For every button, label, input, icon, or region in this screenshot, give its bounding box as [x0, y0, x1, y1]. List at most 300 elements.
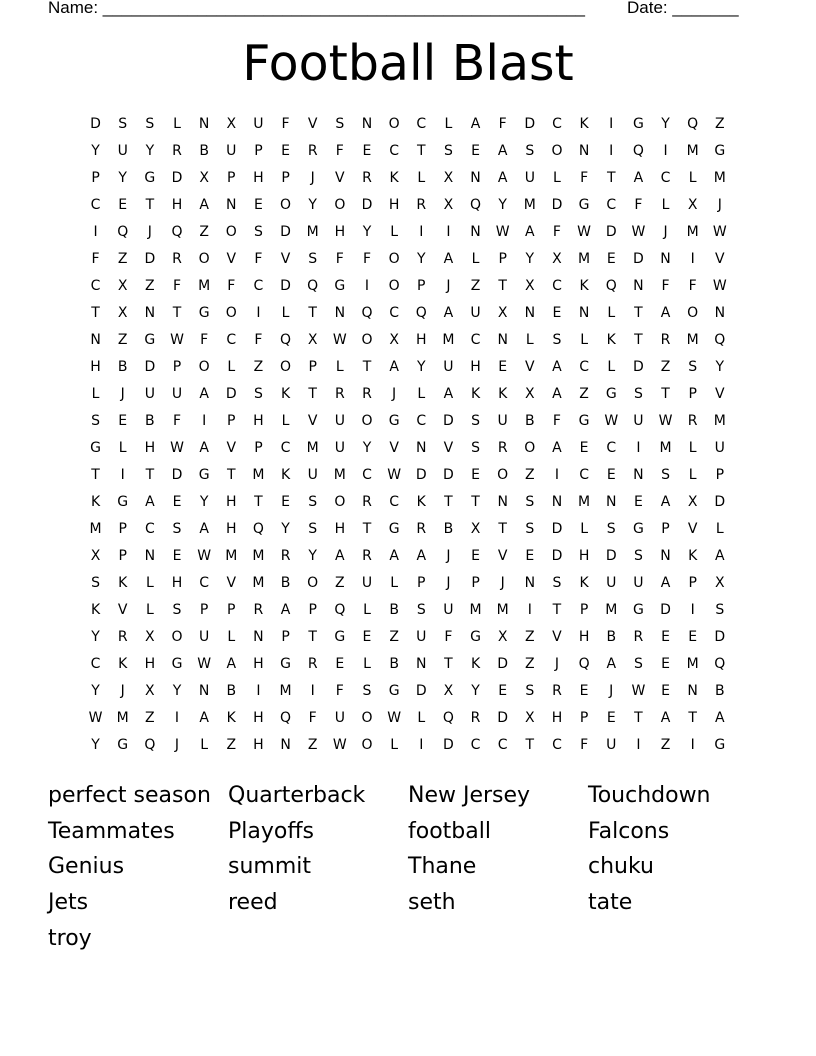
grid-letter: O — [388, 116, 400, 132]
grid-letter: N — [578, 143, 590, 159]
grid-letter: K — [470, 386, 481, 402]
grid-letter: U — [117, 143, 128, 159]
grid-letter: Q — [470, 197, 482, 213]
grid-letter: O — [280, 359, 292, 375]
grid-letter: R — [253, 602, 264, 618]
grid-letter: G — [171, 656, 183, 672]
grid-letter: G — [388, 521, 400, 537]
grid-letter: M — [713, 413, 726, 429]
grid-letter: X — [687, 197, 698, 213]
grid-letter: A — [443, 305, 454, 321]
grid-letter: Q — [280, 332, 292, 348]
grid-letter: C — [90, 656, 101, 672]
grid-letter: C — [280, 440, 291, 456]
grid-letter: F — [254, 332, 263, 348]
grid-letter: F — [498, 116, 507, 132]
grid-letter: D — [632, 359, 644, 375]
grid-letter: C — [389, 305, 399, 321]
grid-letter: Q — [144, 737, 156, 753]
grid-letter: Z — [660, 359, 671, 375]
grid-letter: P — [417, 278, 426, 294]
grid-letter: C — [552, 737, 562, 753]
grid-letter: K — [606, 332, 616, 348]
grid-letter: X — [525, 710, 535, 726]
grid-letter: L — [444, 116, 453, 132]
grid-letter: F — [335, 251, 344, 267]
grid-letter: X — [525, 278, 535, 294]
grid-letter: Q — [714, 656, 726, 672]
grid-letter: R — [362, 548, 372, 564]
grid-letter: R — [362, 494, 372, 510]
grid-letter: N — [144, 305, 156, 321]
grid-letter: O — [198, 251, 210, 267]
grid-letter: N — [280, 737, 291, 753]
grid-letter: L — [688, 170, 697, 186]
word-list-item: chuku — [588, 854, 654, 880]
grid-letter: C — [90, 278, 101, 294]
grid-letter: E — [688, 629, 698, 645]
grid-letter: D — [605, 224, 617, 240]
grid-letter: X — [443, 683, 454, 699]
grid-row — [82, 705, 742, 732]
grid-letter: S — [525, 683, 535, 699]
grid-letter: Q — [578, 656, 590, 672]
grid-letter: S — [253, 386, 263, 402]
grid-letter: O — [388, 251, 400, 267]
grid-letter: M — [686, 332, 699, 348]
grid-letter: K — [579, 278, 589, 294]
grid-letter: X — [497, 629, 508, 645]
grid-letter: I — [419, 224, 424, 240]
grid-letter: I — [202, 413, 207, 429]
grid-letter: M — [442, 332, 455, 348]
grid-letter: W — [712, 278, 727, 294]
grid-letter: S — [471, 440, 480, 456]
grid-letter: Z — [117, 251, 128, 267]
grid-letter: P — [118, 521, 127, 537]
grid-letter: B — [145, 413, 155, 429]
grid-letter: X — [90, 548, 101, 564]
word-list-item: Touchdown — [588, 783, 711, 808]
word-list-item: reed — [228, 890, 278, 916]
grid-letter: E — [579, 683, 589, 699]
grid-letter: I — [174, 710, 180, 726]
grid-letter: E — [579, 440, 589, 456]
grid-letter: E — [362, 143, 372, 159]
grid-letter: R — [280, 548, 291, 564]
grid-letter: G — [388, 683, 400, 699]
grid-letter: T — [362, 521, 372, 537]
grid-letter: M — [605, 602, 618, 618]
grid-letter: F — [362, 251, 371, 267]
grid-letter: C — [389, 494, 399, 510]
word-list-item: perfect season — [48, 783, 211, 808]
grid-letter: W — [170, 332, 184, 348]
grid-row — [82, 219, 742, 246]
grid-letter: Y — [308, 197, 317, 213]
grid-letter: W — [712, 224, 727, 240]
grid-letter: O — [334, 197, 346, 213]
grid-letter: H — [388, 197, 400, 213]
grid-letter: E — [172, 494, 182, 510]
grid-letter: S — [525, 143, 535, 159]
grid-letter: A — [335, 548, 345, 564]
grid-letter: K — [118, 575, 128, 591]
grid-letter: C — [470, 332, 481, 348]
grid-letter: P — [308, 359, 317, 375]
grid-letter: I — [310, 683, 315, 699]
grid-letter: B — [117, 359, 128, 375]
grid-letter: T — [308, 629, 317, 645]
grid-letter: L — [390, 737, 399, 753]
grid-letter: A — [470, 116, 481, 132]
grid-letter: D — [497, 710, 509, 726]
grid-letter: W — [197, 548, 212, 564]
grid-letter: O — [361, 413, 373, 429]
grid-letter: J — [717, 197, 722, 213]
grid-letter: H — [253, 710, 264, 726]
grid-letter: H — [470, 359, 481, 375]
grid-letter: X — [497, 305, 508, 321]
grid-letter: B — [199, 143, 209, 159]
grid-letter: S — [525, 521, 535, 537]
grid-letter: P — [91, 170, 100, 186]
grid-letter: L — [363, 602, 371, 618]
grid-letter: W — [332, 332, 347, 348]
grid-letter: T — [471, 494, 480, 510]
grid-letter: U — [714, 440, 725, 456]
grid-row — [82, 408, 742, 435]
grid-letter: L — [335, 359, 344, 375]
grid-letter: R — [470, 710, 481, 726]
word-list — [48, 778, 788, 956]
grid-letter: V — [552, 629, 562, 645]
grid-letter: X — [199, 170, 209, 186]
grid-letter: O — [361, 737, 373, 753]
grid-letter: C — [362, 467, 372, 483]
grid-letter: U — [497, 413, 508, 429]
grid-letter: S — [525, 494, 535, 510]
grid-letter: A — [199, 521, 209, 537]
grid-letter: K — [280, 467, 291, 483]
grid-letter: H — [171, 575, 183, 591]
grid-letter: Y — [498, 197, 507, 213]
grid-letter: L — [118, 440, 127, 456]
grid-letter: F — [172, 413, 182, 429]
grid-letter: N — [660, 548, 671, 564]
grid-row — [82, 732, 742, 759]
grid-letter: C — [253, 278, 264, 294]
grid-letter: S — [606, 521, 616, 537]
grid-letter: L — [715, 521, 724, 537]
grid-letter: G — [90, 440, 101, 456]
grid-letter: R — [362, 170, 372, 186]
grid-letter: I — [364, 278, 370, 294]
grid-letter: G — [578, 413, 590, 429]
grid-letter: P — [281, 170, 290, 186]
grid-letter: A — [199, 710, 209, 726]
grid-letter: L — [525, 332, 534, 348]
grid-letter: S — [91, 575, 101, 591]
grid-letter: D — [361, 197, 373, 213]
word-list-item: tate — [588, 890, 633, 916]
grid-letter: G — [470, 629, 481, 645]
grid-letter: R — [660, 332, 671, 348]
grid-letter: T — [606, 170, 616, 186]
grid-letter: V — [715, 386, 725, 402]
grid-letter: G — [334, 278, 346, 294]
grid-letter: N — [470, 170, 481, 186]
grid-letter: D — [551, 548, 563, 564]
grid-row — [82, 165, 742, 192]
grid-letter: S — [552, 332, 562, 348]
grid-letter: K — [688, 548, 698, 564]
grid-letter: X — [443, 170, 454, 186]
grid-letter: J — [310, 170, 315, 186]
grid-letter: D — [171, 170, 183, 186]
grid-letter: L — [417, 170, 426, 186]
grid-letter: U — [253, 116, 264, 132]
grid-letter: V — [389, 440, 399, 456]
grid-letter: C — [144, 521, 155, 537]
grid-letter: R — [117, 629, 128, 645]
grid-letter: B — [280, 575, 291, 591]
grid-letter: R — [307, 656, 318, 672]
grid-letter: D — [443, 737, 454, 753]
grid-letter: A — [389, 359, 399, 375]
grid-row — [82, 246, 742, 273]
grid-letter: J — [446, 575, 451, 591]
grid-letter: Q — [361, 305, 373, 321]
grid-letter: U — [199, 629, 210, 645]
grid-letter: N — [524, 305, 536, 321]
grid-letter: J — [663, 224, 668, 240]
grid-letter: Q — [714, 332, 726, 348]
grid-letter: H — [144, 440, 156, 456]
grid-letter: X — [687, 494, 698, 510]
grid-letter: C — [90, 197, 101, 213]
word-list-item: Teammates — [48, 818, 175, 844]
grid-letter: T — [444, 656, 453, 672]
grid-letter: C — [552, 116, 562, 132]
grid-letter: Y — [362, 440, 372, 456]
grid-letter: W — [170, 440, 184, 456]
grid-letter: P — [715, 467, 725, 483]
grid-letter: O — [171, 629, 183, 645]
grid-letter: N — [578, 305, 590, 321]
letter-grid — [82, 111, 742, 759]
grid-letter: P — [308, 602, 317, 618]
grid-letter: N — [497, 332, 508, 348]
grid-letter: R — [552, 683, 562, 699]
grid-letter: S — [416, 602, 426, 618]
grid-letter: Z — [525, 629, 535, 645]
grid-letter: M — [496, 602, 509, 618]
grid-letter: G — [334, 629, 346, 645]
grid-letter: L — [661, 197, 670, 213]
grid-letter: S — [443, 143, 453, 159]
grid-letter: F — [634, 197, 643, 213]
grid-letter: G — [280, 656, 291, 672]
grid-letter: N — [198, 683, 210, 699]
grid-letter: T — [308, 386, 317, 402]
grid-letter: V — [687, 521, 698, 537]
grid-letter: E — [606, 710, 616, 726]
grid-letter: J — [446, 548, 451, 564]
grid-letter: C — [497, 737, 508, 753]
grid-letter: K — [226, 710, 236, 726]
grid-letter: R — [172, 143, 182, 159]
grid-letter: M — [198, 278, 211, 294]
grid-letter: M — [252, 548, 265, 564]
grid-letter: Q — [280, 710, 292, 726]
grid-letter: K — [579, 575, 589, 591]
grid-letter: W — [387, 710, 402, 726]
grid-letter: J — [554, 656, 560, 672]
grid-letter: U — [416, 629, 427, 645]
grid-letter: R — [172, 251, 182, 267]
grid-letter: S — [145, 116, 155, 132]
grid-letter: P — [199, 602, 209, 618]
grid-letter: G — [605, 386, 617, 402]
grid-row — [82, 489, 742, 516]
grid-letter: T — [172, 305, 182, 321]
grid-letter: S — [308, 521, 318, 537]
grid-letter: G — [117, 737, 129, 753]
grid-letter: C — [389, 143, 399, 159]
grid-letter: U — [171, 386, 183, 402]
grid-letter: H — [415, 332, 427, 348]
word-list-item: troy — [48, 925, 92, 951]
grid-letter: L — [417, 710, 426, 726]
grid-letter: Y — [145, 143, 155, 159]
grid-letter: V — [497, 548, 508, 564]
grid-letter: D — [714, 629, 726, 645]
grid-letter: P — [254, 440, 263, 456]
word-list-item: Playoffs — [228, 818, 314, 844]
grid-letter: K — [118, 656, 128, 672]
grid-letter: M — [252, 575, 265, 591]
grid-letter: A — [660, 494, 671, 510]
grid-letter: L — [281, 413, 290, 429]
grid-letter: G — [714, 143, 726, 159]
grid-letter: T — [254, 494, 263, 510]
grid-letter: Z — [579, 386, 589, 402]
grid-letter: Z — [660, 737, 671, 753]
grid-letter: E — [118, 413, 128, 429]
grid-letter: Y — [91, 143, 100, 159]
grid-letter: Y — [525, 251, 535, 267]
grid-letter: V — [307, 413, 318, 429]
grid-letter: Y — [308, 548, 317, 564]
grid-letter: G — [632, 602, 644, 618]
grid-letter: A — [606, 656, 617, 672]
grid-letter: C — [606, 197, 617, 213]
grid-row — [82, 570, 742, 597]
grid-letter: N — [687, 683, 698, 699]
grid-letter: T — [145, 467, 155, 483]
grid-letter: E — [525, 548, 535, 564]
grid-letter: M — [469, 602, 482, 618]
grid-letter: Q — [442, 710, 454, 726]
word-list-item: summit — [228, 854, 312, 880]
grid-letter: S — [91, 413, 101, 429]
grid-letter: R — [334, 386, 345, 402]
grid-letter: B — [525, 413, 535, 429]
grid-letter: D — [280, 224, 291, 240]
grid-letter: A — [389, 548, 399, 564]
grid-letter: E — [281, 143, 290, 159]
grid-letter: Q — [605, 278, 617, 294]
grid-letter: U — [606, 575, 617, 591]
grid-letter: K — [280, 386, 291, 402]
grid-letter: H — [578, 548, 590, 564]
grid-letter: E — [471, 467, 480, 483]
grid-letter: T — [634, 332, 643, 348]
grid-letter: R — [633, 629, 644, 645]
grid-letter: U — [524, 170, 535, 186]
grid-letter: D — [415, 467, 427, 483]
grid-letter: G — [117, 494, 129, 510]
grid-letter: Y — [471, 683, 480, 699]
grid-letter: Y — [91, 737, 100, 753]
grid-letter: Q — [415, 305, 427, 321]
grid-letter: V — [335, 170, 345, 186]
grid-letter: F — [335, 683, 344, 699]
grid-letter: H — [551, 710, 563, 726]
grid-letter: M — [252, 467, 265, 483]
grid-letter: O — [307, 575, 319, 591]
grid-letter: C — [660, 170, 671, 186]
grid-letter: W — [631, 683, 646, 699]
grid-letter: F — [335, 143, 344, 159]
grid-letter: E — [471, 143, 480, 159]
grid-letter: K — [579, 116, 589, 132]
grid-letter: J — [392, 386, 397, 402]
grid-letter: T — [552, 602, 562, 618]
grid-letter: D — [225, 386, 237, 402]
grid-row — [82, 678, 742, 705]
grid-letter: U — [361, 575, 373, 591]
grid-letter: Q — [117, 224, 129, 240]
grid-letter: A — [199, 386, 209, 402]
grid-letter: L — [390, 224, 399, 240]
grid-letter: F — [444, 629, 453, 645]
grid-letter: F — [580, 170, 589, 186]
grid-letter: N — [606, 494, 617, 510]
grid-letter: A — [497, 170, 508, 186]
grid-letter: E — [118, 197, 128, 213]
grid-letter: A — [145, 494, 155, 510]
name-field-label: Name: ___________________________________________________ — [48, 0, 585, 17]
grid-letter: I — [636, 737, 641, 753]
grid-letter: Q — [171, 224, 183, 240]
grid-row — [82, 462, 742, 489]
grid-letter: H — [226, 494, 237, 510]
grid-row — [82, 300, 742, 327]
grid-letter: S — [633, 656, 643, 672]
grid-letter: D — [280, 278, 291, 294]
grid-letter: J — [120, 683, 125, 699]
grid-letter: X — [715, 575, 725, 591]
grid-letter: D — [524, 116, 536, 132]
word-list-item: Thane — [408, 854, 477, 880]
grid-letter: M — [686, 656, 699, 672]
grid-letter: V — [226, 440, 237, 456]
grid-letter: G — [632, 116, 644, 132]
grid-letter: P — [579, 710, 589, 726]
grid-letter: Y — [362, 224, 372, 240]
